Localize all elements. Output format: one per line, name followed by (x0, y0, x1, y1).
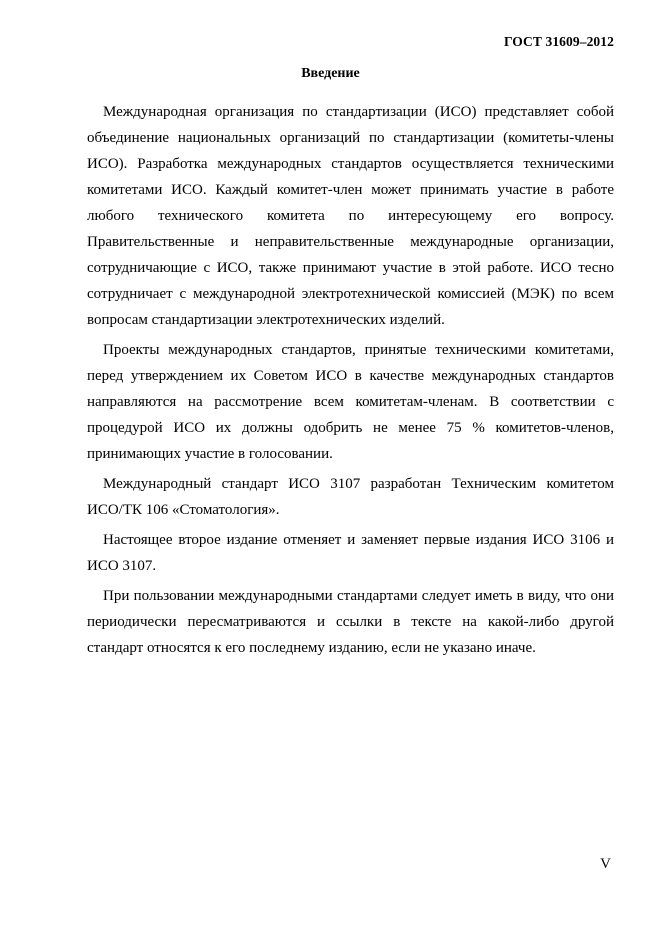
standard-code: ГОСТ 31609–2012 (503, 34, 614, 49)
paragraph-iso-3107-origin: Международный стандарт ИСО 3107 разработан Техническим комитетом ИСО/ТК 106 «Стоматология». (87, 476, 614, 518)
paragraph-edition-replacement: Настоящее второе издание отменяет и заменяет первые издания ИСО 3106 и ИСО 3107. (87, 532, 614, 574)
paragraph-iso-overview: Международная организация по стандартизации (ИСО) представляет собой объединение национальных организаций по стандартизации (комитеты-члены ИСО). Разработка международных стандартов осуществляется техническими комитетами ИСО. Каждый комитет-член может принимать участие в работе любого технического комитета по интересующему его вопросу. Правительственные и неправительственные международные организации, сотрудничающие с ИСО, также принимают участие в этой работе. ИСО тесно сотрудничает с международной электротехнической комиссией (МЭК) по всем вопросам стандартизации электротехнических изделий. (87, 104, 614, 328)
section-title: Введение (301, 66, 360, 81)
body-text (87, 99, 614, 665)
page-number: V (600, 856, 611, 872)
paragraph-draft-approval: Проекты международных стандартов, принятые техническими комитетами, перед утверждением их Советом ИСО в качестве международных стандартов направляются на рассмотрение всем комитетам-членам. В соответствии с процедурой ИСО их должны одобрить не менее 75 % комитетов-членов, принимающих участие в голосовании. (87, 342, 614, 462)
paragraph-revision-note: При пользовании международными стандартами следует иметь в виду, что они периодически пересматриваются и ссылки в тексте на какой-либо другой стандарт относятся к его последнему изданию, если не указано иначе. (87, 588, 614, 656)
